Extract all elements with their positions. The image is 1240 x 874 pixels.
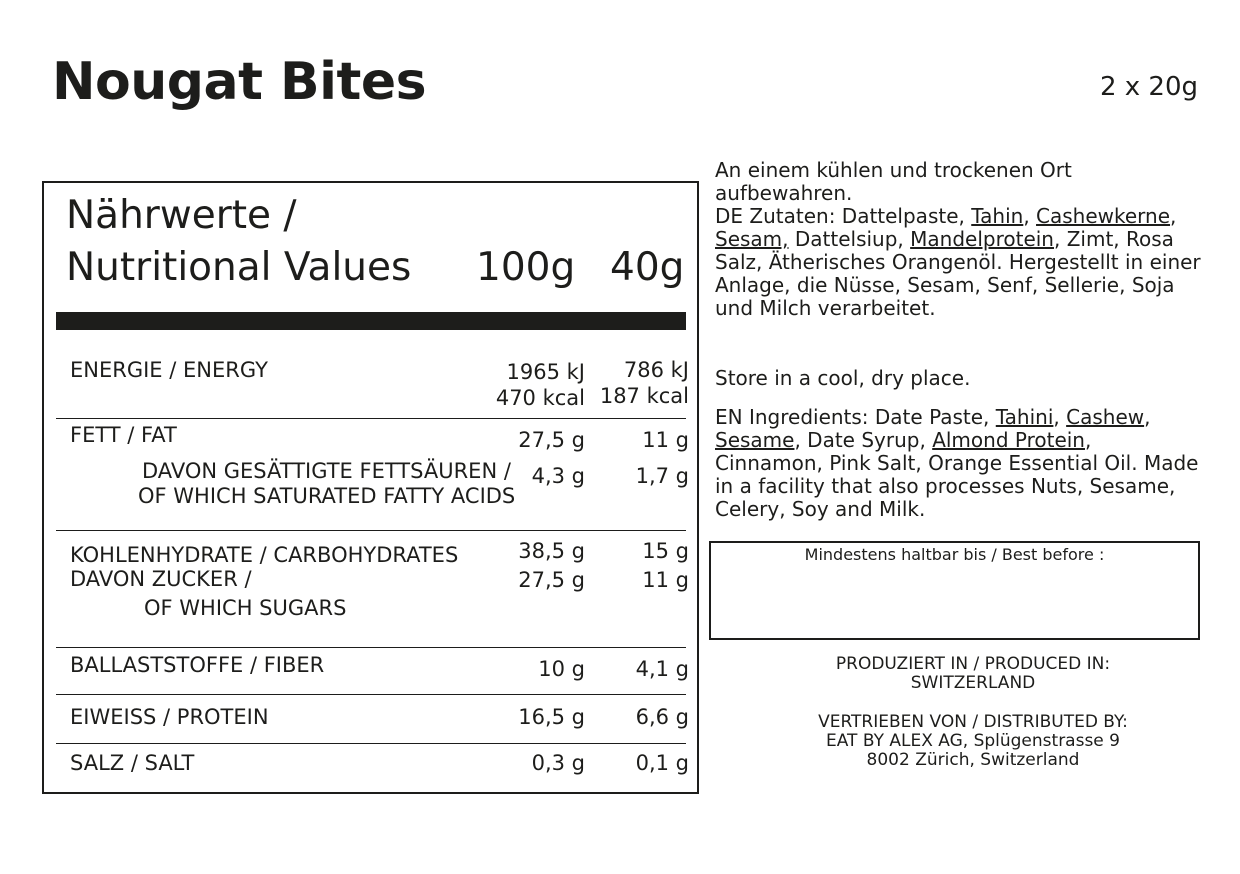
carbs-40: 15 g — [642, 539, 689, 563]
fat-label: FETT / FAT — [70, 423, 177, 447]
fiber-label: BALLASTSTOFFE / FIBER — [70, 653, 325, 677]
sugars-40: 11 g — [642, 568, 689, 592]
row-divider — [56, 647, 686, 648]
protein-40: 6,6 g — [635, 705, 689, 729]
row-divider — [56, 743, 686, 744]
fiber-40: 4,1 g — [635, 657, 689, 681]
protein-100: 16,5 g — [518, 705, 585, 729]
nutrition-heading-de: Nährwerte / — [66, 193, 297, 238]
storage-de: An einem kühlen und trockenen Ort aufbewahren. — [715, 158, 1072, 205]
allergen-cashewkerne: Cashewkerne — [1036, 204, 1171, 228]
saturated-label-en: OF WHICH SATURATED FATTY ACIDS — [138, 484, 516, 508]
row-divider — [56, 418, 686, 419]
carbs-label: KOHLENHYDRATE / CARBOHYDRATES — [70, 543, 459, 567]
nutrition-table — [42, 181, 699, 794]
ingredients-en: EN Ingredients: Date Paste, Tahini, Cashew, Sesame, Date Syrup, Almond Protein, Cinnamon, Pink Salt, Orange Essential Oil. Made in a facility that also processes Nuts, Sesame, Celery, Soy and Milk. — [715, 405, 1199, 521]
produced-in-label: PRODUZIERT IN / PRODUCED IN: — [835, 654, 1111, 674]
allergen-tahin: Tahin — [971, 204, 1024, 228]
allergen-sesam: Sesam, — [715, 227, 789, 251]
storage-en: Store in a cool, dry place. — [715, 366, 971, 390]
saturated-100: 4,3 g — [531, 464, 585, 488]
energy-kcal-40: 187 kcal — [599, 384, 689, 408]
row-divider — [56, 694, 686, 695]
allergen-tahini: Tahini — [995, 405, 1054, 429]
nutrition-heading-en: Nutritional Values — [66, 245, 412, 290]
header-bar — [56, 312, 686, 330]
distributed-by-label: VERTRIEBEN VON / DISTRIBUTED BY: — [818, 712, 1128, 732]
salt-label: SALZ / SALT — [70, 751, 195, 775]
sugars-label-de: DAVON ZUCKER / — [70, 567, 252, 591]
ingredients-de: DE Zutaten: Dattelpaste, Tahin, Cashewkerne, Sesam, Dattelsiup, Mandelprotein, Zimt, Rosa Salz, Ätherisches Orangenöl. Hergestellt in einer Anlage, die Nüsse, Sesam, Senf, Sellerie, Soja und Milch verarbeitet. — [715, 204, 1201, 320]
column-header-40g: 40g — [610, 245, 685, 290]
best-before-box — [709, 541, 1200, 640]
saturated-label-de: DAVON GESÄTTIGTE FETTSÄUREN / — [142, 459, 511, 483]
allergen-almond-protein: Almond Protein — [932, 428, 1085, 452]
allergen-mandelprotein: Mandelprotein — [910, 227, 1054, 251]
best-before-label: Mindestens haltbar bis / Best before : — [804, 545, 1105, 564]
produced-in-country: SWITZERLAND — [910, 673, 1036, 693]
carbs-100: 38,5 g — [518, 539, 585, 563]
saturated-40: 1,7 g — [635, 464, 689, 488]
fat-100: 27,5 g — [518, 428, 585, 452]
salt-40: 0,1 g — [635, 751, 689, 775]
product-title: Nougat Bites — [52, 52, 427, 112]
package-weight: 2 x 20g — [1099, 72, 1198, 102]
salt-100: 0,3 g — [531, 751, 585, 775]
allergen-sesame: Sesame — [715, 428, 795, 452]
sugars-100: 27,5 g — [518, 568, 585, 592]
energy-label: ENERGIE / ENERGY — [70, 358, 268, 382]
fat-40: 11 g — [642, 428, 689, 452]
energy-kj-40: 786 kJ — [623, 358, 689, 382]
distributor-city: 8002 Zürich, Switzerland — [866, 750, 1080, 770]
energy-kj-100: 1965 kJ — [506, 360, 585, 384]
column-header-100g: 100g — [476, 245, 576, 290]
energy-kcal-100: 470 kcal — [495, 386, 585, 410]
fiber-100: 10 g — [538, 657, 585, 681]
protein-label: EIWEISS / PROTEIN — [70, 705, 269, 729]
allergen-cashew: Cashew — [1066, 405, 1145, 429]
row-divider — [56, 530, 686, 531]
sugars-label-en: OF WHICH SUGARS — [144, 596, 347, 620]
distributor-address: EAT BY ALEX AG, Splügenstrasse 9 — [826, 731, 1120, 751]
